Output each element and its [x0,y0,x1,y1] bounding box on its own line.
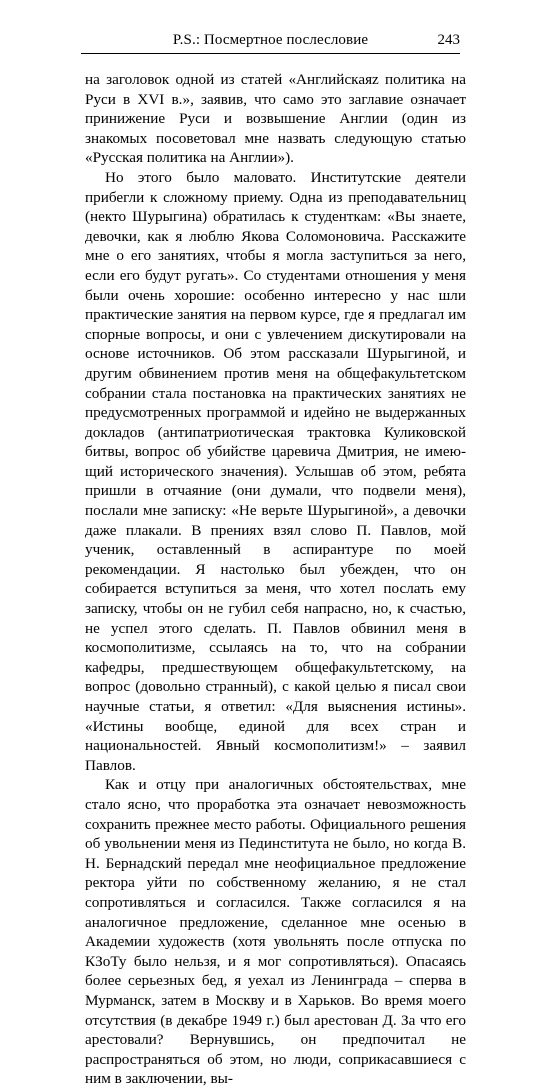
paragraph: Как и отцу при аналогичных обстоятельствах, мне стало ясно, что проработка эта означает невозможность сохранить прежнее место работы. Официального решения об увольнении меня из Пединститута не было, но когда В. Н. Бернадский передал мне неофициальное предложение ректора уйти по собственному желанию, я не стал сопротивляться и согласился. Также согласился я на аналогичное предложение, сделанное мне осенью в Академии художеств (хотя увольнять после отпуска по КЗоТу было нельзя, и я мог сопротивляться). Опасаясь более серьезных бед, я уехал из Ленинграда – сперва в Мурманск, затем в Москву и в Харьков. Во время моего отсутствия (в декабре 1949 г.) был арестован Д. За что его арестовали? Вернувшись, он предпочитал не распространяться об этом, но люди, соприкасавшиеся с ним в заключении, вы- [85,776,466,1088]
running-head [81,22,460,54]
paragraph: Но этого было маловато. Институтские деятели прибегли к сложному приему. Одна из преподавательниц (некто Шурыгина) обратилась к студенткам: «Вы знаете, девочки, как я люблю Якова Соломоновича. Расскажите мне о его занятиях, чтобы я могла заступиться за него, если его будут ругать». Со студентами отношения у меня были очень хорошие: особенно интересно у нас шли практические занятия на первом курсе, где я предлагал им спорные вопросы, и они с увлечением дискутировали на основе источников. Об этом рассказали Шурыгиной, и другим обвинением против меня на общефакультетском собрании стала постановка на практических занятиях не предусмотренных программой и идейно не выдержанных докладов (антипатриотическая трактовка Куликовской битвы, вопрос об убийстве царевича Дмитрия, не имеющий исторического значения). Услышав об этом, ребята пришли в отчаяние (они думали, что подвели меня), послали мне записку: «Не верьте Шурыгиной», а девочки даже плакали. В прениях взял слово П. Павлов, мой ученик, оставленный в аспирантуре по моей рекомендации. Я настолько был убежден, что он собирается вступиться за меня, что хотел послать ему записку, чтобы он не губил себя напрасно, но, к счастью, не успел этого сделать. П. Павлов обвинил меня в космополитизме, ссылаясь на то, что на собрании кафедры, предшествующем общефакультетскому, на вопрос (довольно странный), с какой целью я писал свои научные статьи, я ответил: «Для выяснения истины». «Истины вообще, единой для всех стран и национальностей. Явный космополитизм!» – заявил Павлов. [85,168,466,774]
paragraph: на заголовок одной из статей «Английскаяz политика на Руси в XVI в.», заявив, что само это заглавие означает принижение Руси и возвышение Англии (один из знакомых посоветовал мне назвать следующую статью «Русская политика на Англии»). [85,71,466,167]
body-text [85,70,466,1089]
page-number: 243 [437,32,460,48]
running-title: P.S.: Посмертное послесловие [172,32,369,48]
